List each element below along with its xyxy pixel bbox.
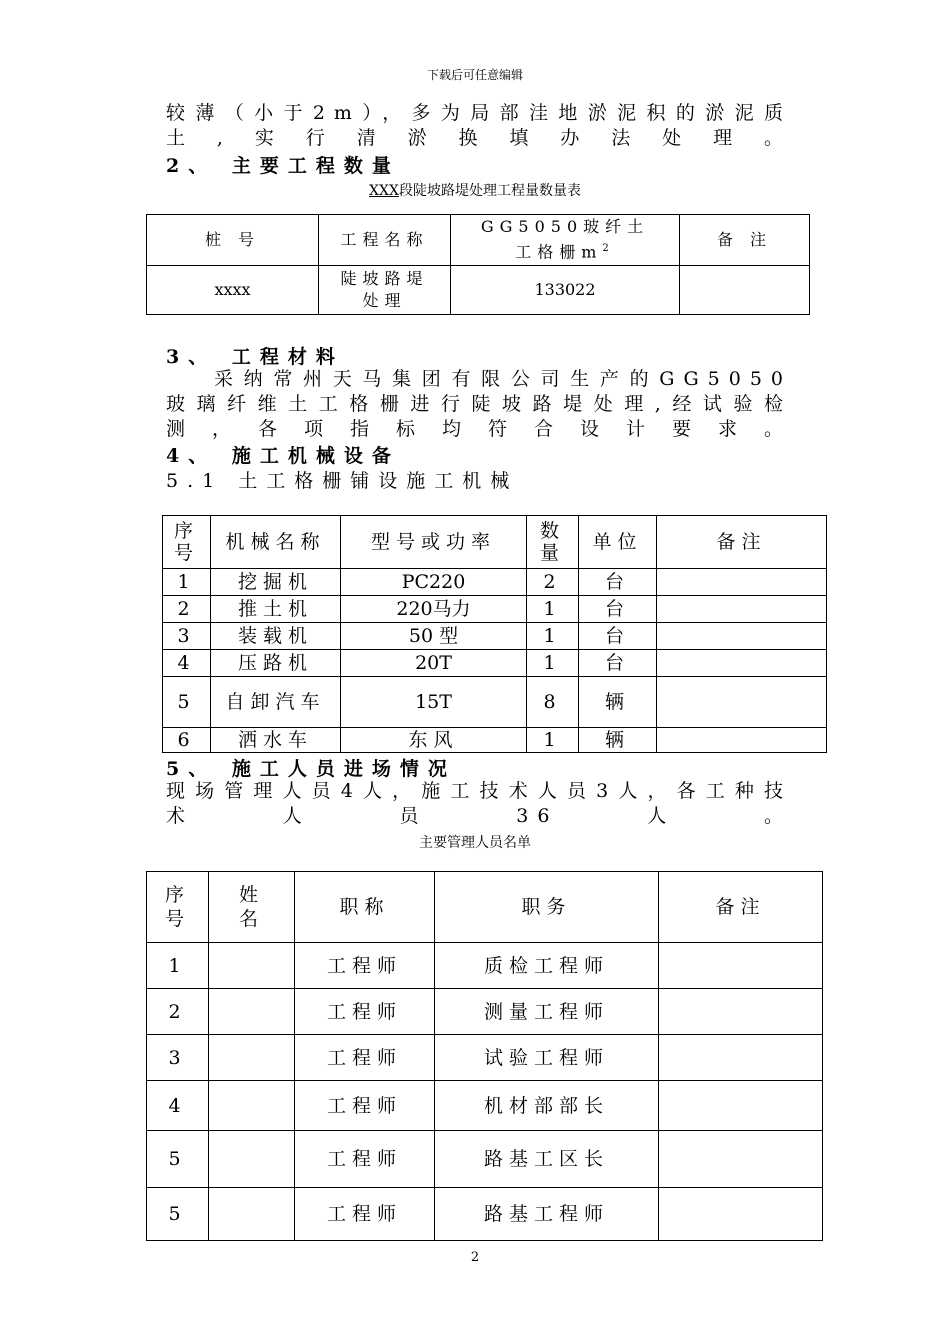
table-cell: 台 <box>579 569 657 596</box>
table-cell <box>657 650 827 677</box>
table-cell: 1 <box>527 650 579 677</box>
table-cell: 15T <box>341 677 527 728</box>
table-cell: 试验工程师 <box>435 1035 659 1081</box>
table-cell <box>209 1131 295 1188</box>
table-cell <box>659 989 823 1035</box>
table-cell: 测量工程师 <box>435 989 659 1035</box>
table-row <box>163 596 827 623</box>
table-cell: 3 <box>163 623 211 650</box>
table-cell <box>657 596 827 623</box>
table-row <box>147 1131 823 1188</box>
table-cell: 8 <box>527 677 579 728</box>
table-cell: 台 <box>579 650 657 677</box>
table-cell <box>659 943 823 989</box>
table-cell <box>657 623 827 650</box>
table-cell: 工程师 <box>295 1188 435 1241</box>
table-cell: 3 <box>147 1035 209 1081</box>
table-cell <box>680 266 810 315</box>
table-cell: 6 <box>163 728 211 753</box>
table-cell: 4 <box>147 1081 209 1131</box>
table-header-row <box>147 215 810 266</box>
header-cell: 姓名 <box>209 872 295 943</box>
header-cell: 序号 <box>163 516 211 569</box>
caption-rest: 段陡坡路堤处理工程量数量表 <box>398 183 581 199</box>
table-cell: 挖掘机 <box>211 569 341 596</box>
paragraph-materials: 采纳常州天马集团有限公司生产的GG5050玻璃纤维土工格栅进行陡坡路堤处理,经试验检测，各项指标均符合设计要求。 <box>166 368 792 440</box>
header-cell: 单位 <box>579 516 657 569</box>
table-cell: 推土机 <box>211 596 341 623</box>
header-cell: 备 注 <box>680 215 810 266</box>
paragraph-soil: 较薄（小于2m），多为局部洼地淤泥积的淤泥质土,实行清淤换填办法处理。 <box>166 102 792 149</box>
table-cell <box>209 1035 295 1081</box>
header-cell: 职称 <box>295 872 435 943</box>
table-header-row <box>147 872 823 943</box>
table-cell: 机材部部长 <box>435 1081 659 1131</box>
table-row <box>163 623 827 650</box>
heading-quantities: 2、 主要工程数量 <box>166 155 400 177</box>
machinery-table <box>162 515 827 753</box>
table-cell: 5 <box>163 677 211 728</box>
header-cell: 机械名称 <box>211 516 341 569</box>
header-cell: 职务 <box>435 872 659 943</box>
table-cell: 1 <box>527 728 579 753</box>
staff-table <box>146 871 823 1241</box>
material-label: GG5050玻纤土工格栅 <box>480 217 650 262</box>
subheading-machinery: 5.1 土工格栅铺设施工机械 <box>166 470 519 492</box>
table-cell: 辆 <box>579 677 657 728</box>
table-cell: 装载机 <box>211 623 341 650</box>
table-row <box>147 989 823 1035</box>
table-cell <box>209 943 295 989</box>
table-cell <box>657 728 827 753</box>
table-row <box>163 569 827 596</box>
table-cell: 压路机 <box>211 650 341 677</box>
header-cell: 桩 号 <box>147 215 319 266</box>
table1-caption <box>0 180 950 200</box>
table-cell <box>657 569 827 596</box>
table-row <box>163 677 827 728</box>
table-cell: 2 <box>163 596 211 623</box>
table-cell <box>659 1188 823 1241</box>
paragraph-personnel: 现场管理人员4人，施工技术人员3人，各工种技术人员36人。 <box>166 780 792 827</box>
table-cell: 2 <box>147 989 209 1035</box>
unit-m: m <box>581 242 603 262</box>
header-cell: 备注 <box>659 872 823 943</box>
table-cell: 1 <box>163 569 211 596</box>
header-cell: 备注 <box>657 516 827 569</box>
header-cell: 工程名称 <box>319 215 451 266</box>
table-row <box>147 1035 823 1081</box>
table-cell: 路基工区长 <box>435 1131 659 1188</box>
table-cell: 133022 <box>451 266 680 315</box>
table-cell: 质检工程师 <box>435 943 659 989</box>
table-cell: 台 <box>579 623 657 650</box>
table-cell <box>209 1081 295 1131</box>
table-cell: 20T <box>341 650 527 677</box>
table-cell: 自卸汽车 <box>211 677 341 728</box>
table-cell: 工程师 <box>295 943 435 989</box>
header-cell: 数量 <box>527 516 579 569</box>
page-number: 2 <box>470 1250 480 1265</box>
table-cell: 220马力 <box>341 596 527 623</box>
unit-sup: 2 <box>602 243 615 255</box>
heading-materials: 3、 工程材料 <box>166 346 344 368</box>
table-cell <box>209 989 295 1035</box>
heading-equipment: 4、 施工机械设备 <box>166 445 400 467</box>
table-row <box>163 728 827 753</box>
quantity-table <box>146 214 810 315</box>
table-cell: 辆 <box>579 728 657 753</box>
header-cell: 序号 <box>147 872 209 943</box>
table-cell: 工程师 <box>295 989 435 1035</box>
table-cell: PC220 <box>341 569 527 596</box>
table-cell: 工程师 <box>295 1081 435 1131</box>
table-cell <box>659 1131 823 1188</box>
heading-personnel: 5、 施工人员进场情况 <box>166 758 456 780</box>
table-cell: 1 <box>527 623 579 650</box>
table-cell: 工程师 <box>295 1131 435 1188</box>
table-cell: xxxx <box>147 266 319 315</box>
table-cell: 50 型 <box>341 623 527 650</box>
table3-caption: 主要管理人员名单 <box>419 835 531 851</box>
table-cell: 2 <box>527 569 579 596</box>
header-cell: 型号或功率 <box>341 516 527 569</box>
table-cell: 1 <box>527 596 579 623</box>
table-cell <box>659 1081 823 1131</box>
table-cell: 5 <box>147 1188 209 1241</box>
table-cell: 路基工程师 <box>435 1188 659 1241</box>
table-cell: 工程师 <box>295 1035 435 1081</box>
table-row <box>147 943 823 989</box>
table-row <box>147 1081 823 1131</box>
table-cell <box>659 1035 823 1081</box>
table-cell: 陡坡路堤处理 <box>319 266 451 315</box>
table-cell: 1 <box>147 943 209 989</box>
table-cell <box>209 1188 295 1241</box>
table-cell: 东风 <box>341 728 527 753</box>
table-cell: 4 <box>163 650 211 677</box>
table-cell: 5 <box>147 1131 209 1188</box>
caption-xxx: XXX <box>369 183 399 199</box>
page-header: 下载后可任意编辑 <box>426 68 523 82</box>
table-header-row <box>163 516 827 569</box>
table-row <box>163 650 827 677</box>
header-cell <box>451 215 680 266</box>
table-row <box>147 1188 823 1241</box>
table-row <box>147 266 810 315</box>
table-cell <box>657 677 827 728</box>
table-cell: 洒水车 <box>211 728 341 753</box>
table-cell: 台 <box>579 596 657 623</box>
